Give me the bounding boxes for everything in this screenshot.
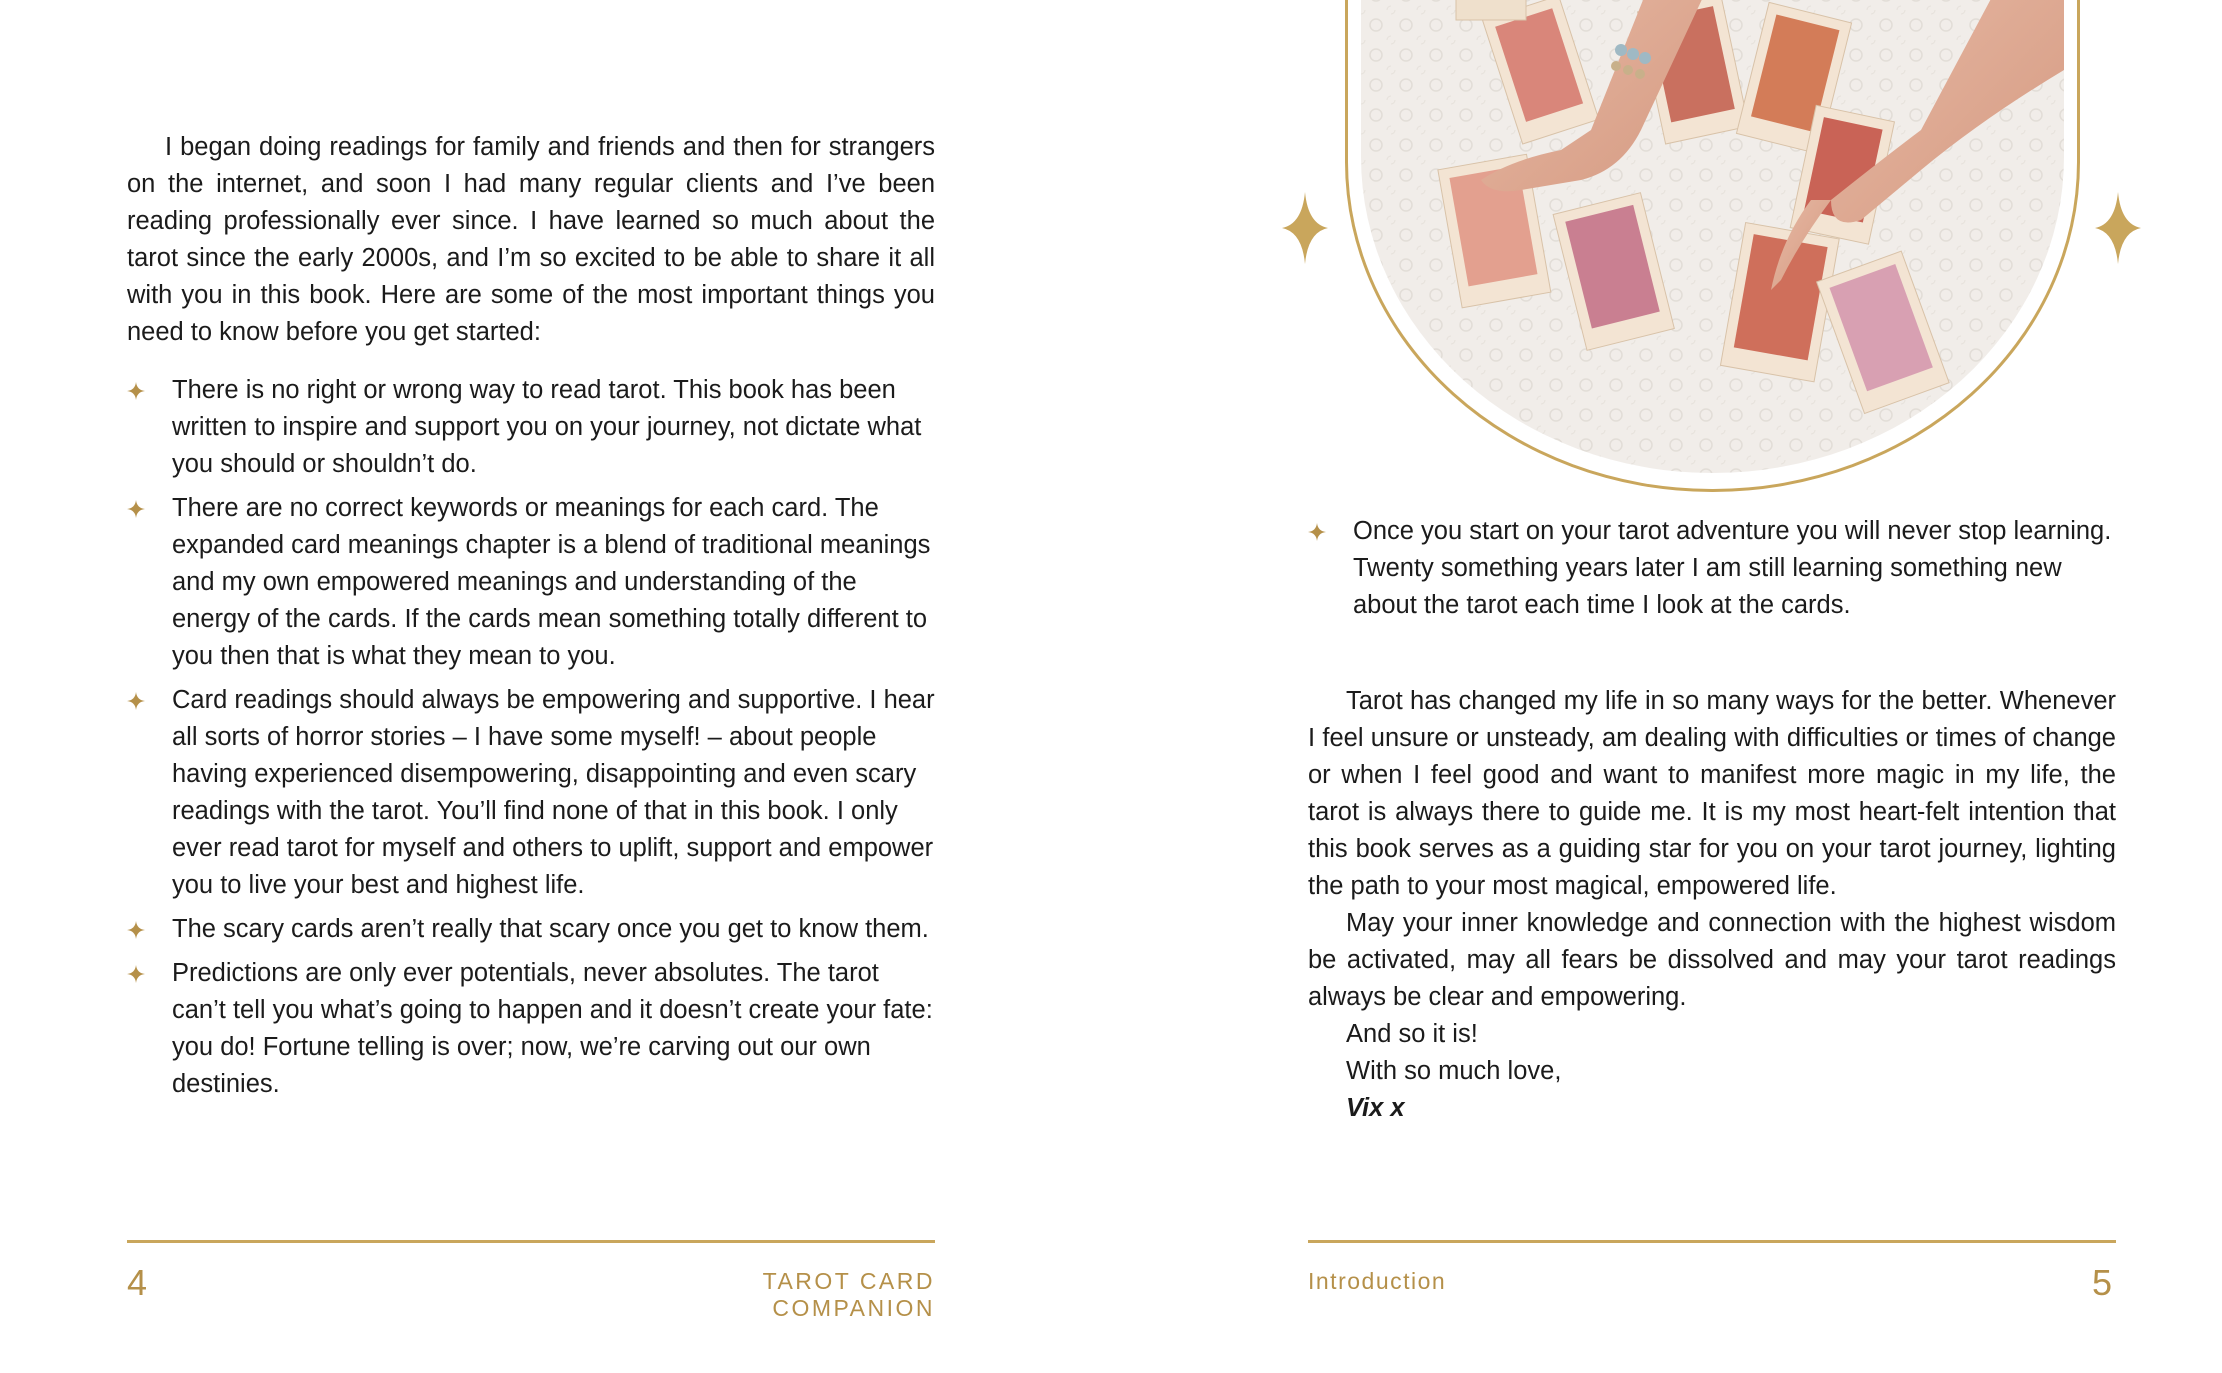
list-item [127, 911, 935, 948]
list-item [127, 490, 935, 675]
list-item [127, 682, 935, 904]
footer-rule-right [1308, 1240, 2116, 1243]
intro-paragraph: I began doing readings for family and friends and then for strangers on the internet, and soon I had many regular clients and I’ve been reading professionally ever since. I have learned so much about the tarot since the early 2000s, and I’m so excited to be able to share it all with you in this book. Here are some of the most important things you need to know before you get started: [127, 133, 935, 346]
four-point-star-icon [127, 965, 145, 983]
bullet-text: The scary cards aren’t really that scary once you get to know them. [172, 915, 929, 943]
running-head-left: TAROT CARD COMPANION [762, 1268, 935, 1321]
closing-line-2: With so much love, [1346, 1057, 1562, 1085]
four-point-star-icon [127, 500, 145, 518]
sparkle-left-icon [1282, 192, 1328, 264]
paragraph-1: Tarot has changed my life in so many ways for the better. Whenever I feel unsure or unsteady, am dealing with difficulties or times of change or when I feel good and want to manifest more magic in my life, the tarot is always there to guide me. It is my most heart-felt intention that this book serves as a guiding star for you on your tarot journey, lighting the path to your most magical, empowered life. [1308, 687, 2116, 900]
left-bullet-list [127, 372, 935, 1110]
left-intro-block [127, 129, 935, 351]
sparkle-right-icon [2095, 192, 2141, 264]
bullet-text: Once you start on your tarot adventure you will never stop learning. Twenty something years later I am still learning something new about the tarot each time I look at the cards. [1353, 517, 2112, 619]
four-point-star-icon [127, 921, 145, 939]
right-bullet-list [1308, 513, 2116, 631]
bullet-text: There are no correct keywords or meanings for each card. The expanded card meanings chapter is a blend of traditional meanings and my own empowered meanings and understanding of the energy of the cards. If the cards mean something totally different to you then that is what they mean to you. [172, 494, 931, 670]
four-point-star-icon [1308, 523, 1326, 541]
four-point-star-icon [127, 382, 145, 400]
four-point-star-icon [127, 692, 145, 710]
bullet-text: There is no right or wrong way to read tarot. This book has been written to inspire and support you on your journey, not dictate what you should or shouldn’t do. [172, 376, 922, 478]
list-item [1308, 513, 2116, 624]
bullet-text: Card readings should always be empowering and supportive. I hear all sorts of horror stories – I have some myself! – about people having experienced disempowering, disappointing and even scary readings with the tarot. You’ll find none of that in this book. I only ever read tarot for myself and others to uplift, support and empower you to live your best and highest life. [172, 686, 935, 899]
footer-rule-left [127, 1240, 935, 1243]
running-head-right: Introduction [1308, 1268, 1447, 1294]
right-text-block [1308, 683, 2116, 1127]
signature: Vix x [1346, 1094, 1405, 1122]
page-number-right: 5 [2092, 1262, 2113, 1303]
bullet-text: Predictions are only ever potentials, never absolutes. The tarot can’t tell you what’s going to happen and it doesn’t create your fate: you do! Fortune telling is over; now, we’re carving out our own destinies. [172, 959, 933, 1098]
list-item [127, 372, 935, 483]
list-item [127, 955, 935, 1103]
paragraph-2: May your inner knowledge and connection with the highest wisdom be activated, may all fears be dissolved and may your tarot readings always be clear and empowering. [1308, 909, 2116, 1011]
page-number-left: 4 [127, 1262, 148, 1303]
closing-line-1: And so it is! [1346, 1020, 1478, 1048]
